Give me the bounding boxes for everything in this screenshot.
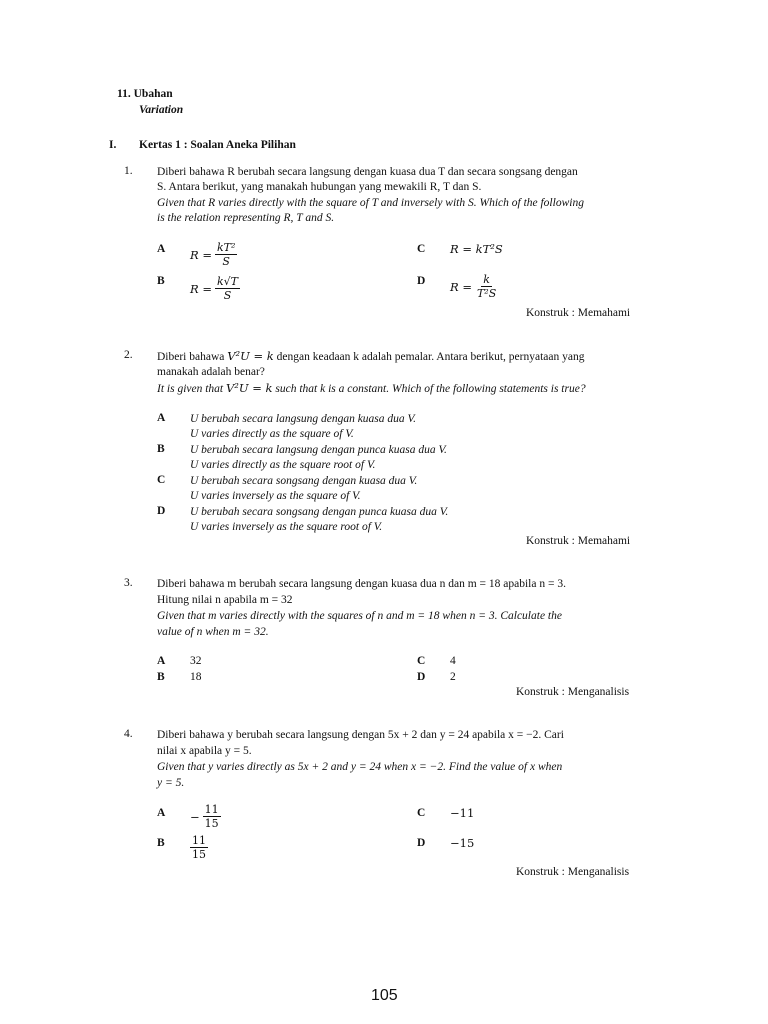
- option-letter: A: [157, 655, 166, 667]
- question-text-en: It is given that V²U = k such that k is a constant. Which of the following statements is true?: [157, 381, 586, 395]
- question-number: 3.: [124, 577, 133, 589]
- option-letter: D: [417, 275, 426, 287]
- option-letter: B: [157, 443, 165, 455]
- option-d-value: 2: [450, 671, 456, 683]
- option-b-formula: R = $\frac{k√T}{S}$: [190, 275, 238, 302]
- question-text-en-2: value of n when m = 32.: [157, 626, 269, 638]
- option-letter: B: [157, 837, 165, 849]
- question-text-ms-1: Diberi bahawa m berubah secara langsung dengan kuasa dua n dan m = 18 apabila n = 3.: [157, 578, 566, 590]
- question-text-en-1: Given that R varies directly with the square of T and inversely with S. Which of the following: [157, 197, 584, 209]
- chapter-title: 11. Ubahan: [117, 88, 173, 100]
- construct-label: Konstruk : Memahami: [526, 307, 631, 319]
- question-number: 1.: [124, 165, 133, 177]
- chapter-title-en: Variation: [139, 104, 184, 116]
- option-a-formula: R = $\frac{\text{kT²}}{S}$: [190, 241, 236, 268]
- question-text-ms-1: Diberi bahawa y berubah secara langsung dengan 5x + 2 dan y = 24 apabila x = −2. Cari: [157, 729, 564, 741]
- option-d-value: −15: [450, 836, 475, 850]
- option-a-value: 32: [190, 655, 202, 667]
- option-letter: D: [417, 671, 426, 683]
- question-text-ms-2: S. Antara berikut, yang manakah hubungan yang mewakili R, T dan S.: [157, 181, 482, 193]
- option-letter: C: [417, 655, 426, 667]
- option-a-ms: U berubah secara langsung dengan kuasa dua V.: [190, 413, 416, 425]
- option-letter: C: [417, 243, 426, 255]
- option-letter: A: [157, 412, 166, 424]
- option-b-fraction: $\frac{11}{15}$: [192, 834, 206, 861]
- question-text-ms-1: Diberi bahawa R berubah secara langsung dengan kuasa dua T dan secara songsang dengan: [157, 166, 578, 178]
- question-text-ms-1: Diberi bahawa V²U = k dengan keadaan k adalah pemalar. Antara berikut, pernyataan yang: [157, 349, 585, 363]
- option-a-en: U varies directly as the square of V.: [190, 428, 354, 440]
- option-c-ms: U berubah secara songsang dengan kuasa dua V.: [190, 475, 418, 487]
- option-b-ms: U berubah secara langsung dengan punca kuasa dua V.: [190, 444, 447, 456]
- question-text-en-1: Given that m varies directly with the squares of n and m = 18 when n = 3. Calculate the: [157, 610, 562, 622]
- option-b-en: U varies directly as the square root of V.: [190, 459, 376, 471]
- option-letter: B: [157, 275, 165, 287]
- option-c-formula: R = kT²S: [450, 242, 503, 256]
- option-b-value: 18: [190, 671, 202, 683]
- question-number: 4.: [124, 728, 133, 740]
- construct-label: Konstruk : Memahami: [526, 535, 631, 547]
- construct-label: Konstruk : Menganalisis: [516, 686, 630, 698]
- option-letter: D: [417, 837, 426, 849]
- option-c-value: −11: [450, 806, 475, 820]
- option-d-en: U varies inversely as the square root of V.: [190, 521, 383, 533]
- question-text-en-2: is the relation representing R, T and S.: [157, 212, 335, 224]
- option-letter: C: [157, 474, 166, 486]
- option-letter: B: [157, 671, 165, 683]
- option-c-value: 4: [450, 655, 456, 667]
- option-letter: A: [157, 243, 166, 255]
- option-letter: C: [417, 807, 426, 819]
- option-d-ms: U berubah secara songsang dengan punca kuasa dua V.: [190, 506, 449, 518]
- section-title: Kertas 1 : Soalan Aneka Pilihan: [139, 139, 296, 151]
- question-number: 2.: [124, 349, 133, 361]
- question-text-ms-2: manakah adalah benar?: [157, 366, 265, 378]
- question-text-en-2: y = 5.: [157, 777, 185, 789]
- option-c-en: U varies inversely as the square of V.: [190, 490, 361, 502]
- question-text-ms-2: nilai x apabila y = 5.: [157, 745, 252, 757]
- option-d-formula: R = $\frac{k}{\text{T²S}}$: [450, 273, 497, 300]
- question-text-ms-2: Hitung nilai n apabila m = 32: [157, 594, 293, 606]
- option-a-fraction: − $\frac{11}{15}$: [190, 803, 219, 830]
- question-text-en-1: Given that y varies directly as 5x + 2 and y = 24 when x = −2. Find the value of x when: [157, 761, 563, 773]
- construct-label: Konstruk : Menganalisis: [516, 866, 630, 878]
- option-letter: A: [157, 807, 166, 819]
- page-number: 105: [371, 987, 398, 1004]
- section-number: I.: [109, 139, 117, 151]
- option-letter: D: [157, 505, 166, 517]
